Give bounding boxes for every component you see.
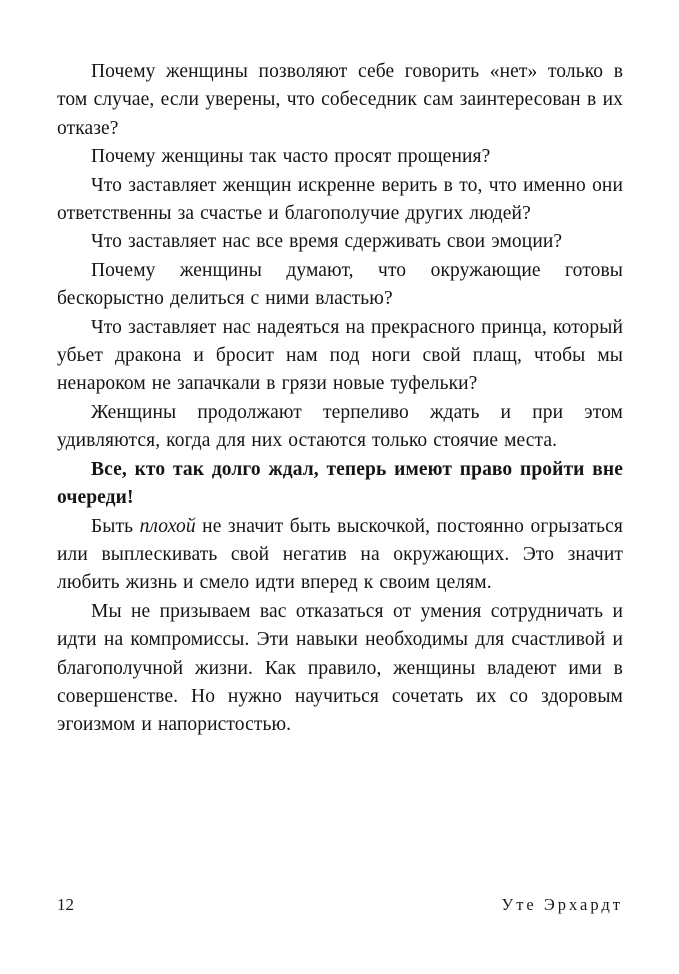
text-segment: Что заставляет нас все время сдерживать свои эмоции? <box>91 231 563 253</box>
paragraph <box>57 172 623 229</box>
author-name: Уте Эрхардт <box>501 895 623 914</box>
paragraph <box>57 58 623 143</box>
page-number: 12 <box>57 895 74 914</box>
text-segment: не значит быть выскочкой, постоянно огрызаться или выплескивать свой негатив на окружающих. Это значит любить жизнь и смело идти вперед к своим целям. <box>57 515 623 594</box>
paragraph <box>57 228 623 256</box>
text-segment: Мы не призываем вас отказаться от умения сотрудничать и идти на компромиссы. Эти навыки необходимы для счастливой и благополучной жизни. Как правило, женщины владеют ими в совершенстве. Но нужно научиться сочетать их со здоровым эгоизмом и напористостью. <box>57 600 623 736</box>
body-text <box>57 58 623 740</box>
paragraph <box>57 456 623 513</box>
page-footer <box>57 895 623 915</box>
text-segment: Почему женщины позволяют себе говорить «нет» только в том случае, если уверены, что собеседник сам заинтересован в их отказе? <box>57 61 623 139</box>
text-segment: Быть <box>91 515 140 537</box>
text-segment: плохой <box>139 515 196 537</box>
paragraph <box>57 257 623 314</box>
text-segment: Женщины продолжают терпеливо ждать и при этом удивляются, когда для них остаются только стоячие места. <box>57 401 623 452</box>
paragraph <box>57 513 623 598</box>
text-segment: Что заставляет нас надеяться на прекрасного принца, который убьет дракона и бросит нам под ноги свой плащ, чтобы мы ненароком не запачкали в грязи новые туфельки? <box>57 316 623 395</box>
paragraph <box>57 399 623 456</box>
text-segment: Почему женщины думают, что окружающие готовы бескорыстно делиться с ними властью? <box>57 259 623 310</box>
paragraph <box>57 143 623 171</box>
text-segment: Почему женщины так часто просят прощения? <box>91 146 491 168</box>
text-segment: Все, кто так долго ждал, теперь имеют право пройти вне очереди! <box>57 458 623 509</box>
paragraph <box>57 598 623 740</box>
text-segment: Что заставляет женщин искренне верить в то, что именно они ответственны за счастье и благополучие других людей? <box>57 174 623 225</box>
paragraph <box>57 314 623 399</box>
